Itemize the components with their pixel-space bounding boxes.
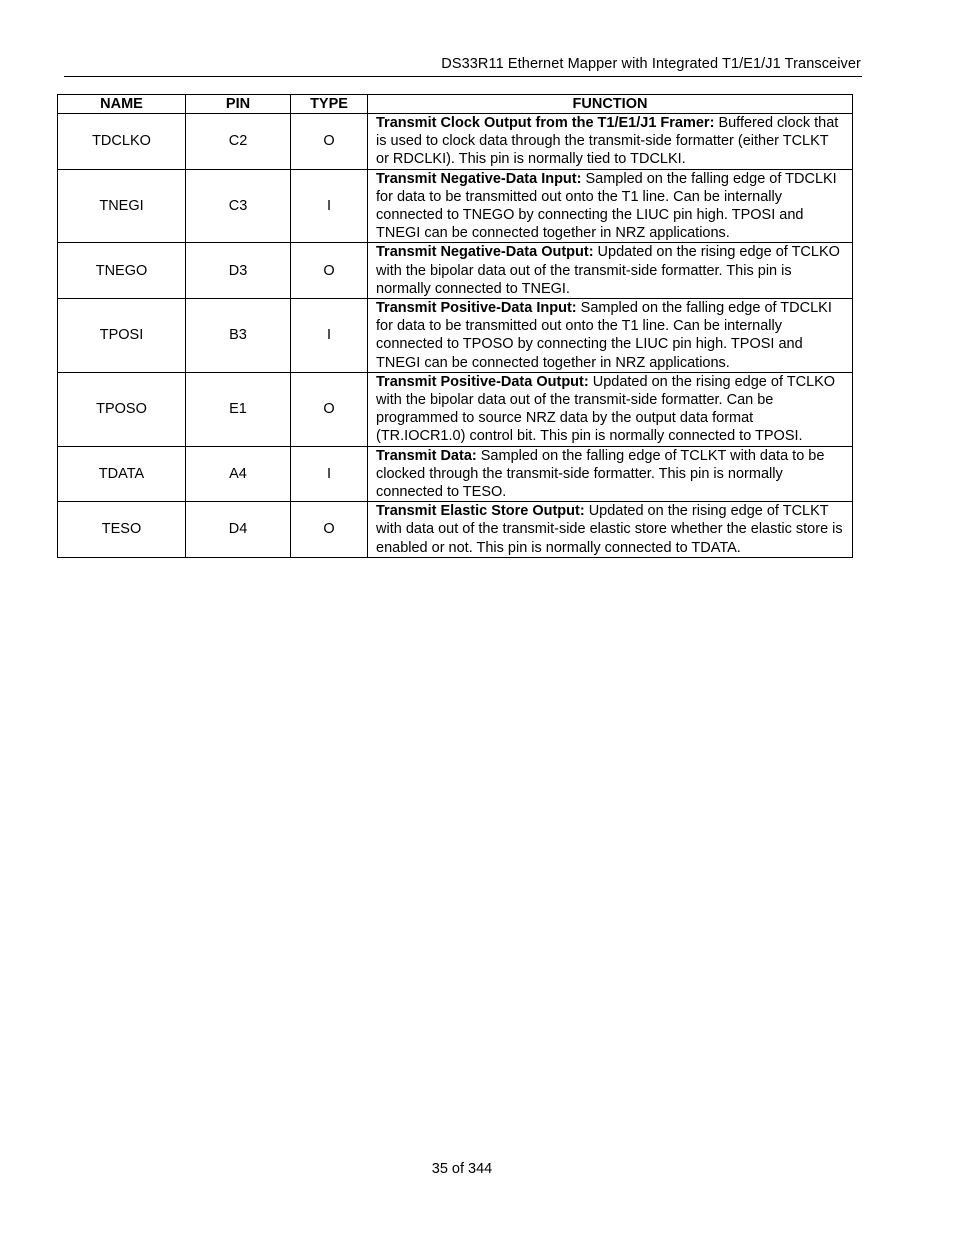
pin-function [368, 299, 853, 373]
function-text: Sampled on the falling edge of TDCLKI for data to be transmitted out onto the T1 line. Can be internally connected to TNEGO by connecting the LIUC pin high. TPOSI and TNEGI can be connected together in NRZ applications. [376, 170, 837, 242]
table-row [58, 169, 853, 243]
pin-function [368, 502, 853, 558]
function-title: Transmit Positive-Data Input: [376, 300, 577, 317]
header-rule [64, 76, 862, 77]
pin-name: TDATA [58, 446, 186, 502]
pin-type: O [291, 243, 368, 299]
function-text: Sampled on the falling edge of TDCLKI for data to be transmitted out onto the T1 line. Can be internally connected to TPOSO by connecting the LIUC pin high. TPOSI and TNEGI can be connected together in NRZ applications. [376, 300, 832, 371]
page-number: 35 of 344 [431, 1161, 493, 1177]
pin-name: TNEGO [58, 243, 186, 299]
column-header-type: TYPE [291, 95, 368, 114]
table-row [58, 299, 853, 373]
pin-name: TDCLKO [58, 114, 186, 170]
function-title: Transmit Negative-Data Input: [376, 170, 582, 187]
pin-type: O [291, 114, 368, 170]
function-title: Transmit Elastic Store Output: [376, 503, 585, 520]
table-header-row [58, 95, 853, 114]
function-title: Transmit Positive-Data Output: [376, 373, 589, 390]
table-row [58, 114, 853, 170]
table-row [58, 502, 853, 558]
table-row [58, 243, 853, 299]
pin-function [368, 243, 853, 299]
pin-function [368, 114, 853, 170]
column-header-function: FUNCTION [368, 95, 853, 114]
table-row [58, 446, 853, 502]
function-text: Updated on the rising edge of TCLKT with data out of the transmit-side elastic store whether the elastic store is enabled or not. This pin is normally connected to TDATA. [376, 503, 843, 556]
pin-type: O [291, 372, 368, 446]
function-title: Transmit Negative-Data Output: [376, 244, 594, 261]
column-header-name: NAME [58, 95, 186, 114]
function-text: Updated on the rising edge of TCLKO with the bipolar data out of the transmit-side formatter. Can be programmed to source NRZ data by the output data format (TR.IOCR1.0) control bit. This pin is normally connected to TPOSI. [376, 373, 836, 445]
pin-number: E1 [186, 372, 291, 446]
document-header-title: DS33R11 Ethernet Mapper with Integrated T1/E1/J1 Transceiver [441, 56, 861, 72]
pin-type: I [291, 299, 368, 373]
function-title: Transmit Clock Output from the T1/E1/J1 Framer: [376, 115, 715, 131]
pin-name: TPOSO [58, 372, 186, 446]
table-row [58, 372, 853, 446]
pin-number: C2 [186, 114, 291, 170]
function-text: Updated on the rising edge of TCLKO with the bipolar data out of the transmit-side formatter. This pin is normally connected to TNEGI. [376, 244, 840, 297]
pin-function [368, 446, 853, 502]
column-header-pin: PIN [186, 95, 291, 114]
pin-function [368, 169, 853, 243]
function-text: Buffered clock that is used to clock data through the transmit-side formatter (either TCLKT or RDCLKI). This pin is normally tied to TDCLKI. [376, 115, 839, 168]
pin-name: TNEGI [58, 169, 186, 243]
pin-name: TESO [58, 502, 186, 558]
pin-number: C3 [186, 169, 291, 243]
pin-number: D4 [186, 502, 291, 558]
pin-number: D3 [186, 243, 291, 299]
pin-function [368, 372, 853, 446]
pin-type: O [291, 502, 368, 558]
function-text: Sampled on the falling edge of TCLKT with data to be clocked through the transmit-side formatter. This pin is normally connected to TESO. [376, 447, 825, 501]
pin-name: TPOSI [58, 299, 186, 373]
pin-description-table [57, 94, 853, 558]
pin-number: A4 [186, 446, 291, 502]
pin-type: I [291, 169, 368, 243]
pin-number: B3 [186, 299, 291, 373]
function-title: Transmit Data: [376, 447, 477, 464]
pin-type: I [291, 446, 368, 502]
